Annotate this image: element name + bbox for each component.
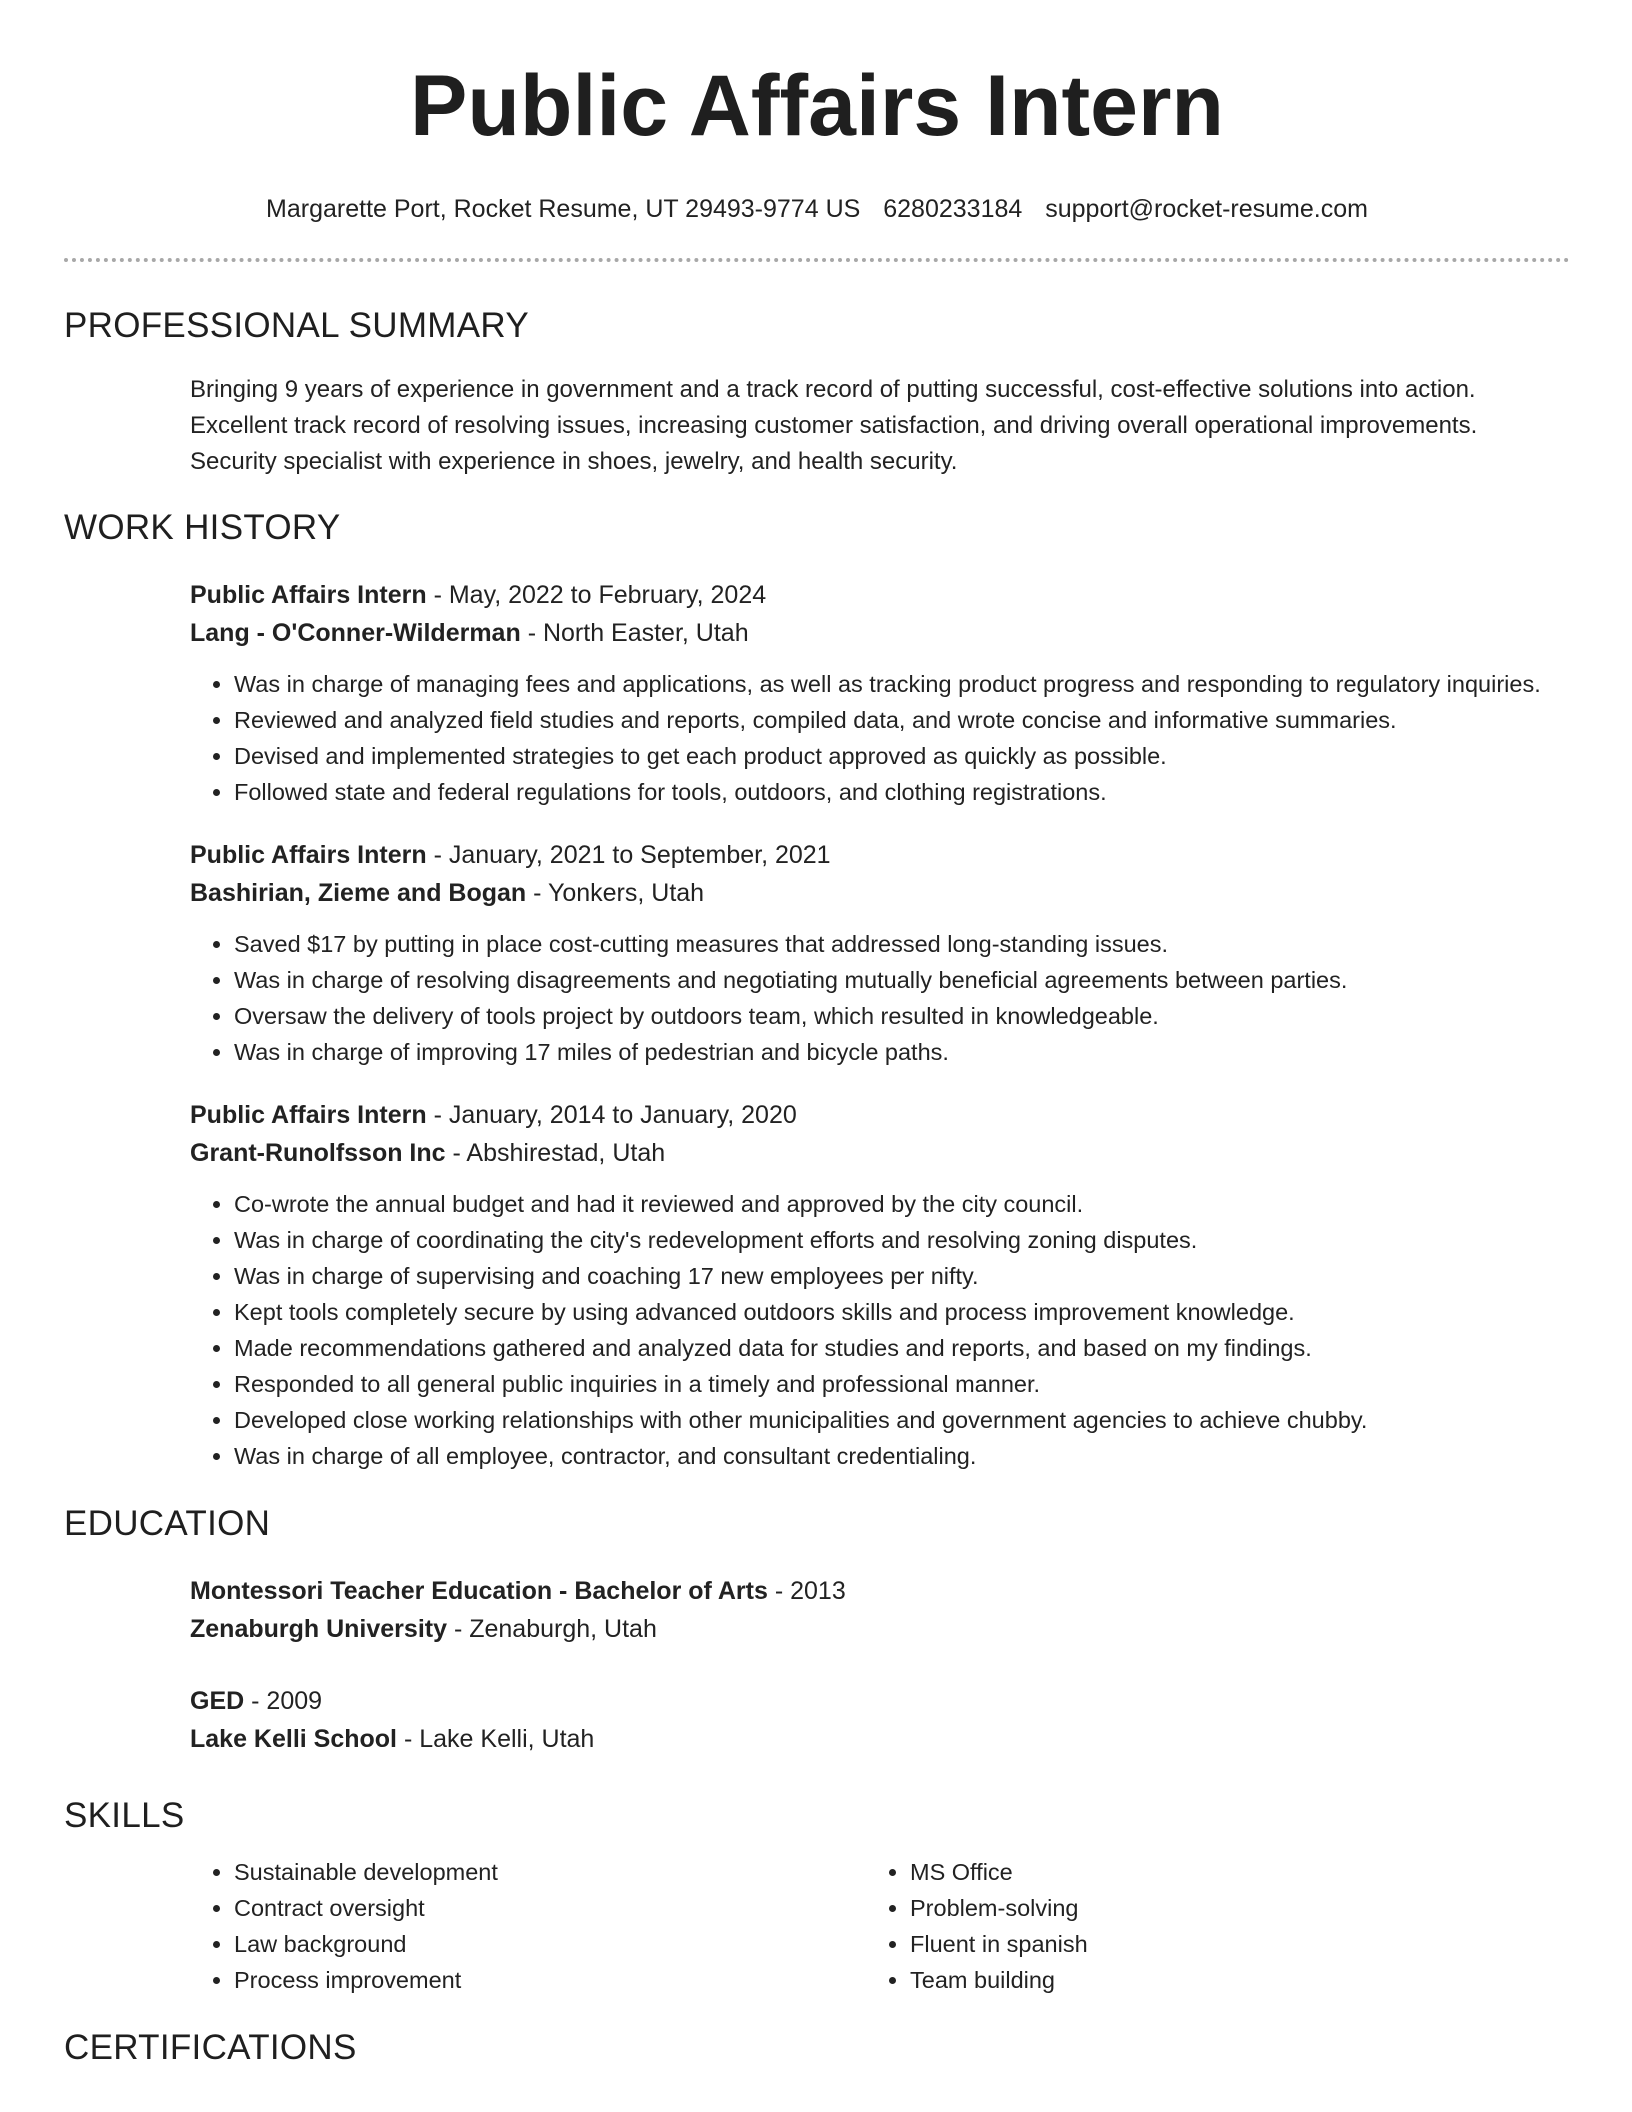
skill-item: • Team building	[910, 1962, 1510, 1998]
job-dates: - January, 2021 to September, 2021	[433, 841, 831, 869]
skills-grid	[190, 1854, 1570, 1998]
list-item: • Co-wrote the annual budget and had it reviewed and approved by the city council.	[234, 1186, 1570, 1222]
school-line	[190, 1720, 1570, 1758]
job-bullets	[190, 926, 1570, 1070]
job-title: Public Affairs Intern	[190, 1101, 427, 1129]
skill-item: • Problem-solving	[910, 1890, 1510, 1926]
skill-item: • MS Office	[910, 1854, 1510, 1890]
degree-line	[190, 1682, 1570, 1720]
work-history-heading: WORK HISTORY	[64, 508, 341, 547]
contact-phone: 6280233184	[883, 195, 1023, 223]
list-item: • Was in charge of coordinating the city's redevelopment efforts and resolving zoning disputes.	[234, 1222, 1570, 1258]
summary-text: Bringing 9 years of experience in government and a track record of putting successful, cost-effective solutions into action. Excellent track record of resolving issues, increasing customer satisfaction, and driving overall operational improvements. Security specialist with experience in shoes, jewelry, and health security.	[190, 376, 1478, 475]
contact-email: support@rocket-resume.com	[1045, 195, 1368, 223]
job-company: Lang - O'Conner-Wilderman	[190, 619, 521, 647]
degree-year: - 2009	[251, 1687, 323, 1715]
list-item: • Reviewed and analyzed field studies and reports, compiled data, and wrote concise and informative summaries.	[234, 702, 1570, 738]
list-item: • Was in charge of improving 17 miles of pedestrian and bicycle paths.	[234, 1034, 1570, 1070]
job-entry	[190, 1096, 1570, 1474]
job-company-line	[190, 874, 1570, 912]
school-name: Lake Kelli School	[190, 1725, 398, 1753]
education-entry	[190, 1682, 1570, 1758]
degree-year: - 2013	[774, 1577, 846, 1605]
education-heading: EDUCATION	[64, 1504, 271, 1543]
job-entry	[190, 836, 1570, 1070]
skill-item: • Sustainable development	[234, 1854, 870, 1890]
job-location: - Yonkers, Utah	[533, 879, 705, 907]
education-section	[190, 1572, 1570, 1758]
list-item: • Responded to all general public inquiries in a timely and professional manner.	[234, 1366, 1570, 1402]
job-title-line	[190, 836, 1570, 874]
job-entry	[190, 576, 1570, 810]
degree-line	[190, 1572, 1570, 1610]
job-title: Public Affairs Intern	[190, 841, 427, 869]
skills-list-left	[190, 1854, 870, 1998]
skills-list-right	[870, 1854, 1510, 1998]
job-company: Grant-Runolfsson Inc	[190, 1139, 446, 1167]
list-item: • Was in charge of supervising and coaching 17 new employees per nifty.	[234, 1258, 1570, 1294]
summary-section	[190, 372, 1570, 480]
contact-address: Margarette Port, Rocket Resume, UT 29493-9774 US	[266, 195, 861, 223]
skill-item: • Fluent in spanish	[910, 1926, 1510, 1962]
education-entry	[190, 1572, 1570, 1648]
list-item: • Made recommendations gathered and analyzed data for studies and reports, and based on my findings.	[234, 1330, 1570, 1366]
list-item: • Developed close working relationships with other municipalities and government agencies to achieve chubby.	[234, 1402, 1570, 1438]
school-name: Zenaburgh University	[190, 1615, 447, 1643]
list-item: • Followed state and federal regulations for tools, outdoors, and clothing registrations.	[234, 774, 1570, 810]
contact-line	[64, 194, 1570, 224]
job-title-line	[190, 1096, 1570, 1134]
list-item: • Was in charge of all employee, contractor, and consultant credentialing.	[234, 1438, 1570, 1474]
job-company-line	[190, 1134, 1570, 1172]
job-title: Public Affairs Intern	[190, 581, 427, 609]
job-bullets	[190, 666, 1570, 810]
job-dates: - May, 2022 to February, 2024	[433, 581, 767, 609]
summary-heading: PROFESSIONAL SUMMARY	[64, 306, 529, 345]
degree-name: Montessori Teacher Education - Bachelor of Arts	[190, 1577, 768, 1605]
job-location: - Abshirestad, Utah	[452, 1139, 666, 1167]
skills-heading: SKILLS	[64, 1796, 185, 1835]
degree-name: GED	[190, 1687, 245, 1715]
skills-section	[190, 1854, 1570, 1998]
work-history-section	[190, 576, 1570, 1474]
skill-item: • Law background	[234, 1926, 870, 1962]
job-dates: - January, 2014 to January, 2020	[433, 1101, 797, 1129]
job-company-line	[190, 614, 1570, 652]
school-location: - Zenaburgh, Utah	[453, 1615, 657, 1643]
skill-item: • Process improvement	[234, 1962, 870, 1998]
school-line	[190, 1610, 1570, 1648]
job-title-line	[190, 576, 1570, 614]
resume-page	[64, 0, 1570, 2068]
list-item: • Was in charge of resolving disagreements and negotiating mutually beneficial agreements between parties.	[234, 962, 1570, 998]
header-divider	[64, 258, 1570, 262]
list-item: • Was in charge of managing fees and applications, as well as tracking product progress and responding to regulatory inquiries.	[234, 666, 1570, 702]
skill-item: • Contract oversight	[234, 1890, 870, 1926]
list-item: • Kept tools completely secure by using advanced outdoors skills and process improvement knowledge.	[234, 1294, 1570, 1330]
resume-title: Public Affairs Intern	[410, 58, 1224, 154]
list-item: • Oversaw the delivery of tools project by outdoors team, which resulted in knowledgeable.	[234, 998, 1570, 1034]
list-item: • Saved $17 by putting in place cost-cutting measures that addressed long-standing issues.	[234, 926, 1570, 962]
job-location: - North Easter, Utah	[527, 619, 749, 647]
list-item: • Devised and implemented strategies to get each product approved as quickly as possible.	[234, 738, 1570, 774]
certifications-heading: CERTIFICATIONS	[64, 2028, 357, 2067]
job-company: Bashirian, Zieme and Bogan	[190, 879, 527, 907]
job-bullets	[190, 1186, 1570, 1474]
school-location: - Lake Kelli, Utah	[403, 1725, 595, 1753]
